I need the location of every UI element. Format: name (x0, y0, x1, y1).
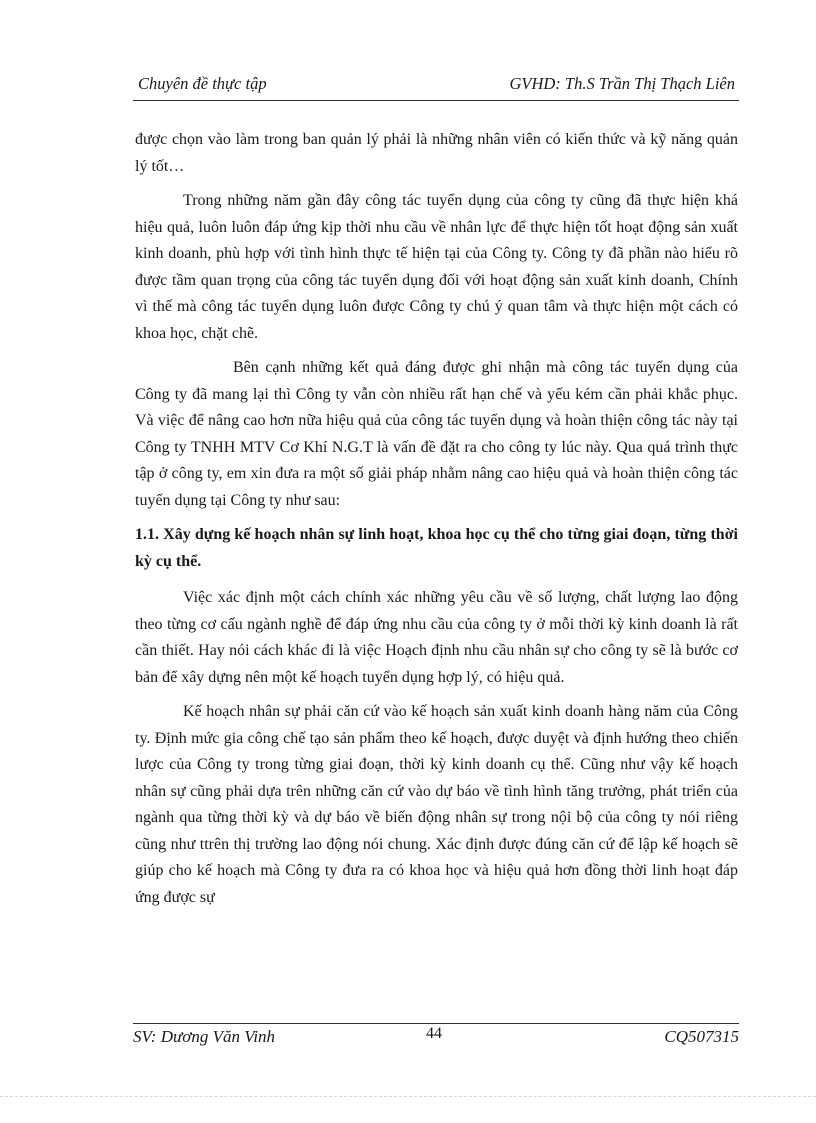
page-boundary (0, 1096, 816, 1097)
section-heading: 1.1. Xây dựng kế hoạch nhân sự linh hoạt, khoa học cụ thể cho từng giai đoạn, từng thời kỳ cụ thể. (135, 526, 738, 570)
page-footer (133, 1025, 739, 1051)
paragraph-continuation: được chọn vào làm trong ban quản lý phải là những nhân viên có kiến thức và kỹ năng quản lý tốt… (135, 131, 738, 175)
paragraph-personnel-plan: Kế hoạch nhân sự phải căn cứ vào kế hoạch sản xuất kinh doanh hàng năm của Công ty. Định mức gia công chế tạo sản phẩm theo kế hoạch, được duyệt và định hướng theo chiến lược của Công ty trong từng giai đoạn, thời kỳ kinh doanh cụ thể. Cũng như vậy kế hoạch nhân sự cũng phải dựa trên những căn cứ vào dự báo về tình hình tăng trưởng, phát triển của ngành qua từng thời kỳ và dự báo về biến động nhân sự trong nội bộ của công ty nói riêng cũng như ttrên thị trường lao động nói chung. Xác định được đúng căn cứ để lập kế hoạch sẽ giúp cho kế hoạch mà Công ty đưa ra có khoa học và hiệu quả hơn đồng thời linh hoạt đáp ứng được sự (135, 703, 738, 906)
footer-student-name: SV: Dương Văn Vinh (133, 1027, 276, 1046)
footer-divider (133, 1023, 739, 1024)
header-supervisor: GVHD: Th.S Trần Thị Thạch Liên (509, 74, 735, 93)
header-document-type: Chuyên đề thực tập (138, 74, 267, 93)
paragraph-staffing-needs: Việc xác định một cách chính xác những yêu cầu về số lượng, chất lượng lao động theo từng cơ cấu ngành nghề để đáp ứng nhu cầu của công ty ở mỗi thời kỳ kinh doanh là rất cần thiết. Hay nói cách khác đi là việc Hoạch định nhu cầu nhân sự cho công ty sẽ là bước cơ bản để xây dựng nên một kế hoạch tuyển dụng hợp lý, có hiệu quả. (135, 589, 738, 686)
page-header (133, 74, 737, 98)
page-number: 44 (426, 1025, 442, 1042)
paragraph-recruitment-effectiveness: Trong những năm gần đây công tác tuyển dụng của công ty cũng đã thực hiện khá hiệu quả, luôn luôn đáp ứng kịp thời nhu cầu về nhân lực để thực hiện tốt hoạt động sản xuất kinh doanh, phù hợp với tình hình thực tế hiện tại của Công ty. Công ty đã phần nào hiểu rõ được tầm quan trọng của công tác tuyển dụng đối với hoạt động sản xuất kinh doanh, Chính vì thế mà công tác tuyển dụng luôn được Công ty chú ý quan tâm và thực hiện một cách có khoa học, chặt chẽ. (135, 192, 738, 342)
page-body (135, 127, 738, 919)
paragraph-limitations: Bên cạnh những kết quả đáng được ghi nhận mà công tác tuyển dụng của Công ty đã mang lại thì Công ty vẫn còn nhiều rất hạn chế và yếu kém cần phải khắc phục. Và việc để nâng cao hơn nữa hiệu quả của công tác tuyển dụng và hoàn thiện công tác này tại Công ty TNHH MTV Cơ Khí N.G.T là vấn đề đặt ra cho công ty lúc này. Qua quá trình thực tập ở công ty, em xin đưa ra một số giải pháp nhằm nâng cao hiệu quả và hoàn thiện công tác tuyển dụng tại Công ty như sau: (135, 359, 738, 509)
footer-student-id: CQ507315 (664, 1027, 739, 1046)
header-divider (133, 100, 739, 101)
